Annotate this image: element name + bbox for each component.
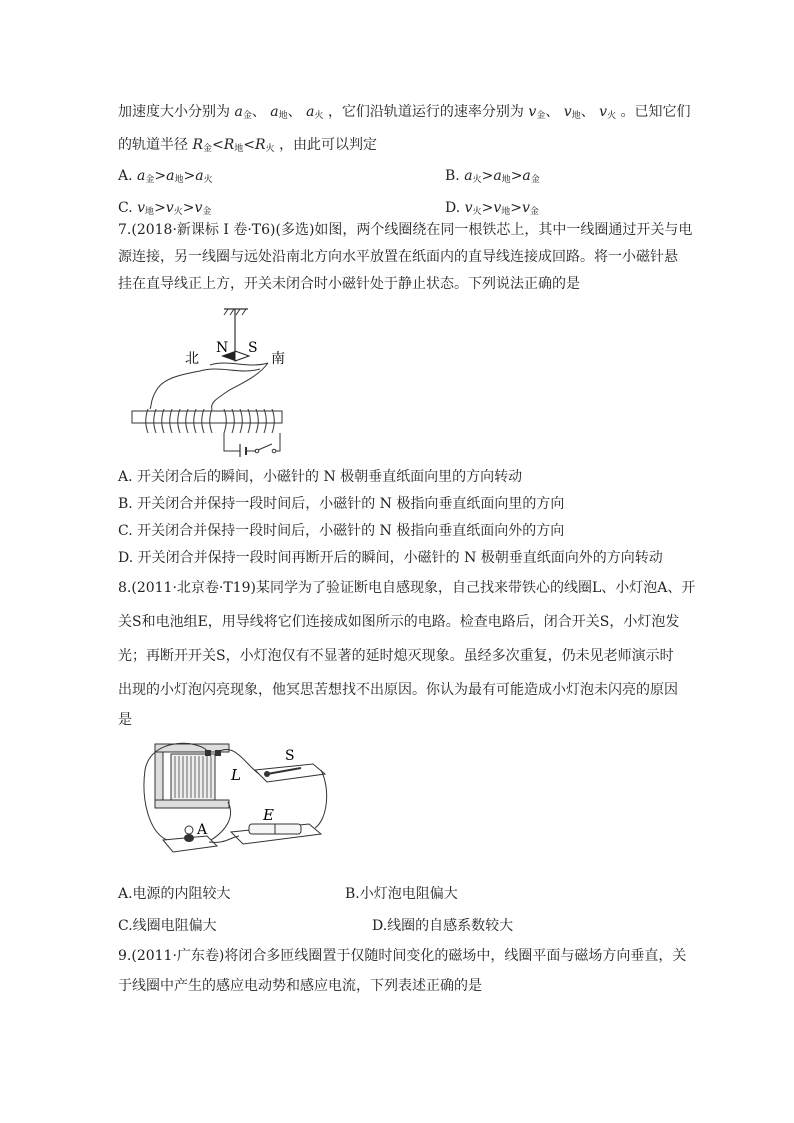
- q8-line-1: 8.(2011·北京卷·T19)某同学为了验证断电自感现象，自己找来带铁心的线圈L、小灯泡A、开: [118, 580, 696, 596]
- label-s: S: [285, 748, 295, 764]
- q7-option-d[interactable]: D. 开关闭合并保持一段时间再断开后的瞬间，小磁针的 N 极朝垂直纸面向外的方向转动: [118, 550, 663, 566]
- q6-text: 。已知它们: [620, 104, 691, 120]
- sub: 金: [202, 207, 212, 217]
- sep: 、: [287, 104, 302, 120]
- circuit-wire: [224, 433, 280, 451]
- q7-option-a[interactable]: A. 开关闭合后的瞬间，小磁针的 N 极朝垂直纸面向里的方向转动: [118, 469, 523, 485]
- q8-line-3: 光；再断开开关S，小灯泡仅有不显著的延时熄灭现象。虽经多次重复，仍未见老师演示时: [118, 648, 674, 664]
- sym: a: [270, 104, 279, 120]
- q7-figure: [128, 305, 298, 457]
- sub: 火: [173, 207, 183, 217]
- q8-option-a[interactable]: A.电源的内阻较大: [118, 886, 231, 902]
- sub: 地: [174, 175, 184, 185]
- q8-line-2: 关S和电池组E，用导线将它们连接成如图所示的电路。检查电路后，闭合开关S，小灯泡发: [118, 614, 680, 630]
- opt-label: A.: [118, 168, 133, 184]
- sub: 火: [203, 175, 213, 185]
- lamp-base: [184, 834, 194, 842]
- q8-option-d[interactable]: D.线圈的自感系数较大: [372, 918, 514, 934]
- core-left: [155, 752, 163, 800]
- q6-option-c[interactable]: [118, 198, 211, 222]
- label-south: 南: [271, 351, 285, 367]
- q6-option-d[interactable]: [445, 198, 539, 222]
- sub: 金: [145, 175, 155, 185]
- return-wire-left: [150, 371, 200, 409]
- opt-label: C.: [118, 200, 133, 216]
- sub: 金: [203, 144, 213, 154]
- q6-text: 加速度大小分别为: [118, 104, 230, 120]
- op: >: [510, 200, 522, 216]
- wire-4: [209, 836, 239, 842]
- label-n: N: [216, 340, 229, 356]
- q9-line-1: 9.(2011·广东卷)将闭合多匝线圈置于仅随时间变化的磁场中，线圈平面与磁场方向垂直，关: [118, 948, 687, 964]
- q7-option-b[interactable]: B. 开关闭合并保持一段时间后，小磁针的 N 极指向垂直纸面向里的方向: [118, 496, 565, 512]
- q6-option-b[interactable]: [445, 166, 540, 190]
- op: >: [183, 168, 196, 184]
- sym: v: [194, 200, 203, 216]
- wire-top: [210, 363, 268, 365]
- label-l: L: [231, 766, 241, 784]
- sep: 、: [251, 104, 266, 120]
- op: >: [481, 168, 494, 184]
- op: >: [481, 200, 494, 216]
- sym: a: [464, 168, 473, 184]
- op: >: [154, 200, 166, 216]
- q8-line-5: 是: [118, 712, 132, 728]
- sub: 火: [472, 207, 482, 217]
- sym: a: [137, 168, 146, 184]
- sym: R: [192, 137, 203, 153]
- q8-option-b[interactable]: B.小灯泡电阻偏大: [345, 886, 458, 902]
- sym: v: [599, 104, 608, 120]
- q7-option-c[interactable]: C. 开关闭合并保持一段时间后，小磁针的 N 极指向垂直纸面向外的方向: [118, 523, 565, 539]
- label-a: A: [197, 822, 208, 838]
- q6-line-1: [118, 102, 691, 126]
- q9-line-2: 于线圈中产生的感应电动势和感应电流，下列表述正确的是: [118, 978, 482, 994]
- sym: v: [137, 200, 146, 216]
- q6-line-2: [118, 135, 377, 159]
- sym: a: [493, 168, 502, 184]
- sub: 地: [278, 111, 288, 121]
- switch-contact: [272, 449, 276, 453]
- label-s: S: [248, 340, 258, 356]
- sym: a: [306, 104, 315, 120]
- op: <: [212, 137, 224, 153]
- return-wire-right: [212, 363, 268, 409]
- switch-post: [264, 771, 270, 777]
- q8-line-4: 出现的小灯泡闪亮现象，他冥思苦想找不出原因。你认为最有可能造成小灯泡未闪亮的原因: [118, 682, 678, 698]
- q6-text: 的轨道半径: [118, 137, 188, 153]
- sym: v: [563, 104, 572, 120]
- sub: 火: [314, 111, 324, 121]
- op: >: [510, 168, 523, 184]
- q8-option-c[interactable]: C.线圈电阻偏大: [118, 918, 217, 934]
- label-e: E: [263, 806, 274, 824]
- sep: 、: [545, 104, 560, 120]
- sub: 金: [536, 111, 546, 121]
- op: >: [182, 200, 195, 216]
- coil-terminal-1: [205, 750, 211, 756]
- opt-label: B.: [445, 168, 460, 184]
- wire-3: [315, 770, 327, 828]
- opt-label: D.: [445, 200, 461, 216]
- q7-line-2: 源连接，另一线圈与远处沿南北方向水平放置在纸面内的直导线连接成回路。将一小磁针悬: [118, 249, 678, 265]
- q7-line-1: 7.(2018·新课标 I 卷·T6)(多选)如图，两个线圈绕在同一根铁芯上，其中一线圈通过开关与电: [118, 222, 693, 238]
- q8-figure: [135, 740, 335, 868]
- op: >: [154, 168, 167, 184]
- wire-bottom: [200, 369, 260, 371]
- sym: a: [166, 168, 175, 184]
- sub: 地: [145, 207, 155, 217]
- sym: a: [195, 168, 204, 184]
- q7-line-3: 挂在直导线正上方，开关未闭合时小磁针处于静止状态。下列说法正确的是: [118, 276, 580, 292]
- sub: 火: [607, 111, 617, 121]
- sym: v: [528, 104, 537, 120]
- coil-body: [171, 754, 215, 800]
- sub: 火: [472, 175, 482, 185]
- sub: 地: [234, 144, 244, 154]
- sym: v: [464, 200, 473, 216]
- sub: 金: [529, 207, 539, 217]
- op: <: [243, 137, 256, 153]
- sym: a: [234, 104, 243, 120]
- sym: v: [493, 200, 502, 216]
- q6-text: ，它们沿轨道运行的速率分别为: [327, 104, 524, 120]
- sub: 地: [571, 111, 581, 121]
- sym: v: [165, 200, 174, 216]
- label-north: 北: [185, 351, 199, 367]
- sym: a: [522, 168, 531, 184]
- sym: R: [255, 137, 266, 153]
- sub: 金: [530, 175, 540, 185]
- q6-option-a[interactable]: [118, 166, 213, 190]
- q6-text: ，由此可以判定: [279, 137, 378, 153]
- sep: 、: [580, 104, 595, 120]
- sym: v: [521, 200, 530, 216]
- needle-s: [235, 351, 249, 361]
- sub: 金: [242, 111, 252, 121]
- sub: 火: [265, 144, 275, 154]
- sub: 地: [501, 207, 511, 217]
- sub: 地: [501, 175, 511, 185]
- sym: R: [223, 137, 235, 153]
- core-bottom: [155, 800, 229, 808]
- lamp-bulb: [185, 826, 193, 834]
- switch-blade[interactable]: [258, 444, 272, 450]
